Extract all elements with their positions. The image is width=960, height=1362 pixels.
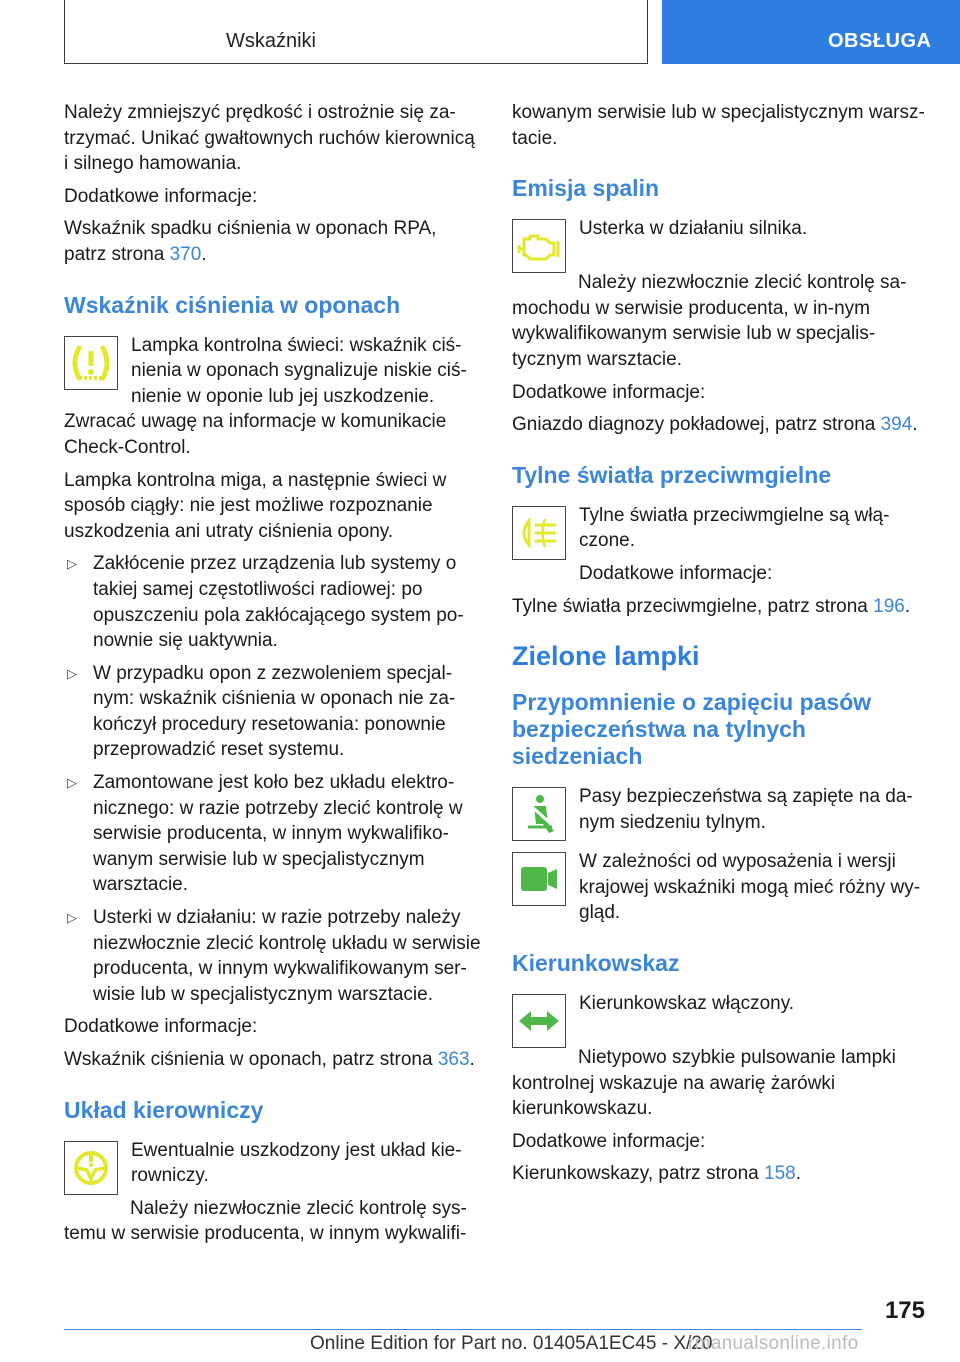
paragraph: Należy niezwłocznie zlecić kontrolę sa-mochodu w serwisie producenta, w in-nym wykwalifikowanym serwisie lub w specjalis-tycznym warsztacie. (512, 272, 907, 370)
paragraph: Dodatkowe informacje: (512, 381, 706, 403)
icon-row (512, 503, 926, 594)
paragraph: Zwracać uwagę na informacje w komunikacie Check-Control. (64, 411, 447, 458)
paragraph: Wskaźnik spadku ciśnienia w oponach RPA, patrz strona 370. (64, 218, 437, 265)
list-item: ▷ Usterki w działaniu: w razie potrzeby należy niezwłocznie zlecić kontrolę układu w serwisie producenta, w innym wykwalifikowanym ser-wisie lub w specjalistycznym warsztacie. (67, 907, 481, 1005)
paragraph: Tylne światła przeciwmgielne są włą-czone. (579, 504, 890, 552)
watermark-text: rmanualsonline.info (688, 1333, 859, 1354)
page-link[interactable]: 394 (880, 414, 913, 436)
icon-description: Pasy bezpieczeństwa są zapięte na da-nym siedzeniu tylnym. (579, 786, 913, 833)
page-link[interactable]: 370 (169, 243, 202, 265)
tire-pressure-warning-icon (64, 336, 118, 390)
heading-green-lamps: Zielone lampki (512, 641, 700, 672)
header-section-box (64, 0, 648, 64)
heading-emissions: Emisja spalin (512, 175, 660, 202)
heading-turn-signal: Kierunkowskaz (512, 949, 680, 976)
steering-warning-icon (64, 1141, 118, 1195)
list-item: ▷ Zamontowane jest koło bez układu elektro-nicznego: w razie potrzeby zlecić kontrolę w serwisie producenta, w innym wykwalifiko-wanym serwisie lub w specjalistycznym warsztacie. (67, 772, 463, 896)
left-column (64, 100, 482, 1254)
paragraph: Ewentualnie uszkodzony jest układ kie-rowniczy. (131, 1139, 462, 1187)
heading-steering: Układ kierowniczy (64, 1096, 264, 1123)
icon-row (512, 216, 926, 273)
paragraph: Gniazdo diagnozy pokładowej, patrz strona 394. (512, 414, 918, 436)
page-link[interactable]: 158 (764, 1163, 796, 1185)
list-item: ▷ W przypadku opon z zezwoleniem specjal-nym: wskaźnik ciśnienia w oponach nie za-kończył procedury resetowania: ponownie przeprowadzić reset systemu. (67, 662, 456, 761)
page-link[interactable]: 196 (873, 595, 905, 617)
header-chapter-tab[interactable] (662, 0, 960, 64)
icon-row (512, 784, 926, 841)
paragraph: Należy niezwłocznie zlecić kontrolę sys-temu w serwisie producenta, w innym wykwalifi- (64, 1197, 467, 1245)
icon-description: Lampka kontrolna świeci: wskaźnik ciś-nienia w oponach sygnalizuje niskie ciś-nienie w oponie lub jej uszkodzenie. (131, 334, 467, 407)
icon-row (64, 1138, 482, 1196)
page-number: 175 (884, 1297, 925, 1324)
paragraph: Kierunkowskaz włączony. (579, 992, 795, 1014)
turn-signal-icon (512, 994, 566, 1048)
rear-seat-indicator-icon (512, 852, 566, 906)
icon-row (64, 333, 482, 410)
icon-description: W zależności od wyposażenia i wersji krajowej wskaźniki mogą mieć różny wy-gląd. (579, 851, 921, 924)
paragraph: Dodatkowe informacje: (512, 1130, 706, 1152)
paragraph: Kierunkowskazy, patrz strona 158. (512, 1163, 802, 1185)
paragraph: Dodatkowe informacje: (579, 562, 773, 584)
paragraph: Usterka w działaniu silnika. (579, 218, 808, 240)
paragraph: Lampka kontrolna miga, a następnie świeci w sposób ciągły: nie jest możliwe rozpoznanie uszkodzenia ani utraty ciśnienia opony. (64, 469, 447, 542)
engine-check-icon (512, 219, 566, 273)
footer-divider (64, 1329, 862, 1330)
bullet-list (64, 551, 482, 1007)
icon-row (512, 991, 926, 1048)
footer-edition: Online Edition for Part no. 01405A1EC45 - X/20 (310, 1333, 713, 1354)
heading-seatbelt-reminder: Przypomnienie o zapięciu pasów bezpieczeństwa na tylnych siedzeniach (512, 689, 872, 770)
list-item: ▷ Zakłócenie przez urządzenia lub systemy o takiej samej częstotliwości radiowej: po opuszczeniu pola zakłócającego system po-nownie się uaktywnia. (67, 553, 464, 652)
page-link[interactable]: 363 (437, 1049, 470, 1070)
heading-rear-fog: Tylne światła przeciwmgielne (512, 461, 832, 488)
paragraph: Tylne światła przeciwmgielne, patrz strona 196. (512, 595, 911, 617)
paragraph: kowanym serwisie lub w specjalistycznym warsz-tacie. (512, 102, 925, 149)
rear-fog-light-icon (512, 506, 566, 560)
seatbelt-fastened-icon (512, 787, 566, 841)
heading-tire-pressure: Wskaźnik ciśnienia w oponach (64, 291, 401, 318)
paragraph: Należy zmniejszyć prędkość i ostrożnie się za-trzymać. Unikać gwałtownych ruchów kierownicą i silnego hamowania. (64, 102, 475, 175)
header-section-title: Wskaźniki (225, 30, 316, 52)
paragraph: Wskaźnik ciśnienia w oponach, patrz strona 363. (64, 1049, 475, 1070)
right-column (512, 100, 926, 1194)
header-chapter-title: OBSŁUGA (828, 30, 932, 52)
icon-row (512, 849, 926, 926)
paragraph: Nietypowo szybkie pulsowanie lampki kontrolnej wskazuje na awarię żarówki kierunkowskazu. (512, 1046, 896, 1120)
paragraph: Dodatkowe informacje: (64, 185, 258, 207)
paragraph: Dodatkowe informacje: (64, 1016, 258, 1038)
